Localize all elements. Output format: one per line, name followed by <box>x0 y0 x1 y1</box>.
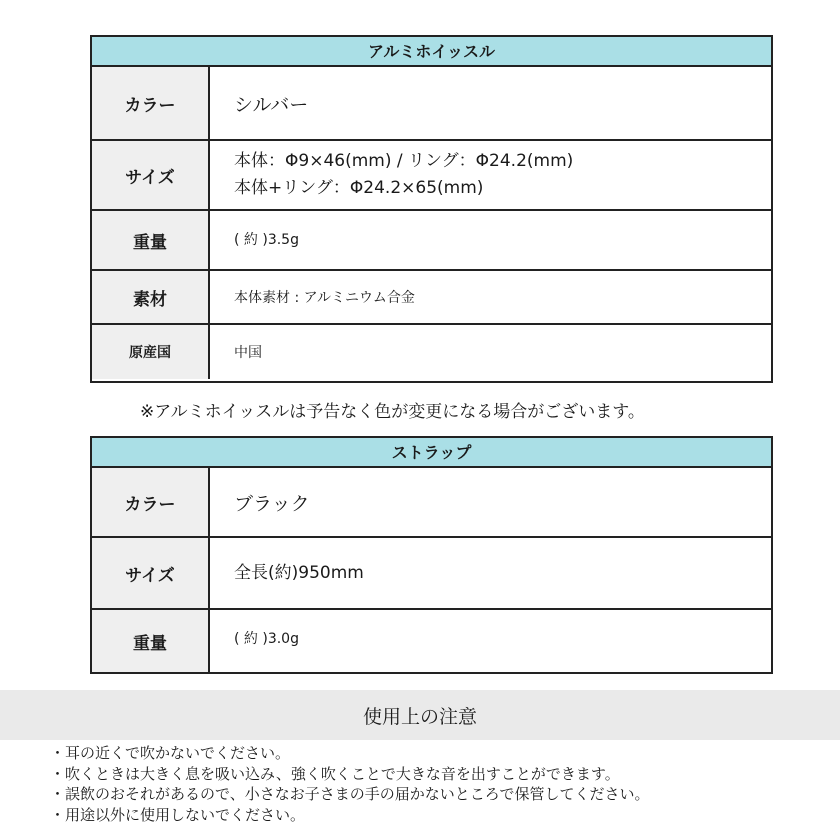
list-item: ・誤飲のおそれがあるので、小さなお子さまの手の届かないところで保管してください。 <box>50 785 650 803</box>
row-value <box>210 610 771 672</box>
table-row-size <box>92 141 771 211</box>
value-line: ( 約 )3.0g <box>234 631 299 647</box>
row-value <box>210 538 771 608</box>
table-title: アルミホイッスル <box>92 37 771 67</box>
table-title: ストラップ <box>92 438 771 468</box>
value-line: ブラック <box>234 492 310 515</box>
color-change-note: ※アルミホイッスルは予告なく色が変更になる場合がございます。 <box>140 402 645 422</box>
value-line: シルバー <box>234 93 309 116</box>
table-row-weight <box>92 211 771 271</box>
value-line: 全長(約)950mm <box>234 562 364 583</box>
row-value <box>210 468 771 536</box>
row-label: カラー <box>92 468 210 536</box>
row-value <box>210 67 771 139</box>
strap-spec-table <box>90 436 773 674</box>
row-label: 原産国 <box>92 325 210 379</box>
row-label: カラー <box>92 67 210 139</box>
list-item: ・吹くときは大きく息を吸い込み、強く吹くことで大きな音を出すことができます。 <box>50 764 620 783</box>
row-value <box>210 211 771 269</box>
table-row-origin <box>92 325 771 379</box>
caution-list <box>50 743 835 825</box>
value-line: 本体：Φ9×46(mm) / リング：Φ24.2(mm) <box>234 151 574 171</box>
caution-heading <box>0 690 840 740</box>
table-row-color <box>92 67 771 141</box>
row-label: 重量 <box>92 211 210 269</box>
table-row-material <box>92 271 771 325</box>
row-value <box>210 271 771 323</box>
list-item: ・耳の近くで吹かないでください。 <box>50 744 291 762</box>
value-line: 本体+リング：Φ24.2×65(mm) <box>234 178 484 198</box>
row-value <box>210 141 771 209</box>
list-item: ・用途以外に使用しないでください。 <box>50 805 306 824</box>
value-line: ( 約 )3.5g <box>234 232 299 248</box>
table-row-color <box>92 468 771 538</box>
value-line: 本体素材 : アルミニウム合金 <box>234 290 415 306</box>
table-row-weight <box>92 610 771 672</box>
row-value <box>210 325 771 379</box>
value-line: 中国 <box>234 345 262 361</box>
row-label: サイズ <box>92 141 210 209</box>
table-row-size <box>92 538 771 610</box>
row-label: 素材 <box>92 271 210 323</box>
whistle-spec-table <box>90 35 773 383</box>
caution-title: 使用上の注意 <box>362 705 477 728</box>
row-label: 重量 <box>92 610 210 672</box>
row-label: サイズ <box>92 538 210 608</box>
